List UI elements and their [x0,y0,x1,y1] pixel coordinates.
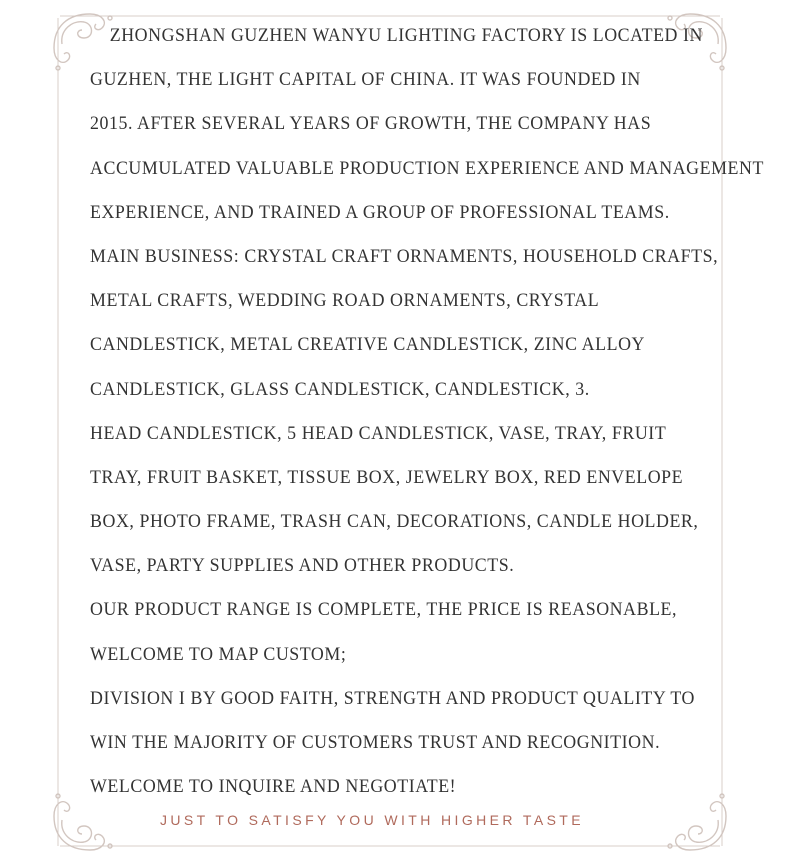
company-description [90,22,764,817]
description-line: WELCOME TO INQUIRE AND NEGOTIATE! [90,776,457,798]
description-line: OUR PRODUCT RANGE IS COMPLETE, THE PRICE IS REASONABLE, [90,599,678,621]
description-line: HEAD CANDLESTICK, 5 HEAD CANDLESTICK, VASE, TRAY, FRUIT [90,422,667,444]
description-line: WIN THE MAJORITY OF CUSTOMERS TRUST AND RECOGNITION. [90,732,661,753]
description-line: DIVISION I BY GOOD FAITH, STRENGTH AND PRODUCT QUALITY TO [90,687,695,709]
description-line: CANDLESTICK, GLASS CANDLESTICK, CANDLESTICK, 3. [90,378,590,400]
description-line: 2015. AFTER SEVERAL YEARS OF GROWTH, THE COMPANY HAS [90,113,652,135]
description-line: BOX, PHOTO FRAME, TRASH CAN, DECORATIONS, CANDLE HOLDER, [90,511,699,533]
description-line: EXPERIENCE, AND TRAINED A GROUP OF PROFESSIONAL TEAMS. [90,201,670,223]
description-line: ACCUMULATED VALUABLE PRODUCTION EXPERIENCE AND MANAGEMENT [90,157,764,179]
description-line: ZHONGSHAN GUZHEN WANYU LIGHTING FACTORY IS LOCATED IN [109,25,704,46]
description-line: MAIN BUSINESS: CRYSTAL CRAFT ORNAMENTS, HOUSEHOLD CRAFTS, [90,245,719,267]
description-line: CANDLESTICK, METAL CREATIVE CANDLESTICK, ZINC ALLOY [90,334,646,356]
description-line: METAL CRAFTS, WEDDING ROAD ORNAMENTS, CRYSTAL [90,290,600,312]
description-line: GUZHEN, THE LIGHT CAPITAL OF CHINA. IT WAS FOUNDED IN [90,69,641,91]
description-line: TRAY, FRUIT BASKET, TISSUE BOX, JEWELRY BOX, RED ENVELOPE [90,466,684,488]
tagline: JUST TO SATISFY YOU WITH HIGHER TASTE [160,812,584,828]
description-line: VASE, PARTY SUPPLIES AND OTHER PRODUCTS. [90,555,515,577]
description-line: WELCOME TO MAP CUSTOM; [90,643,347,665]
